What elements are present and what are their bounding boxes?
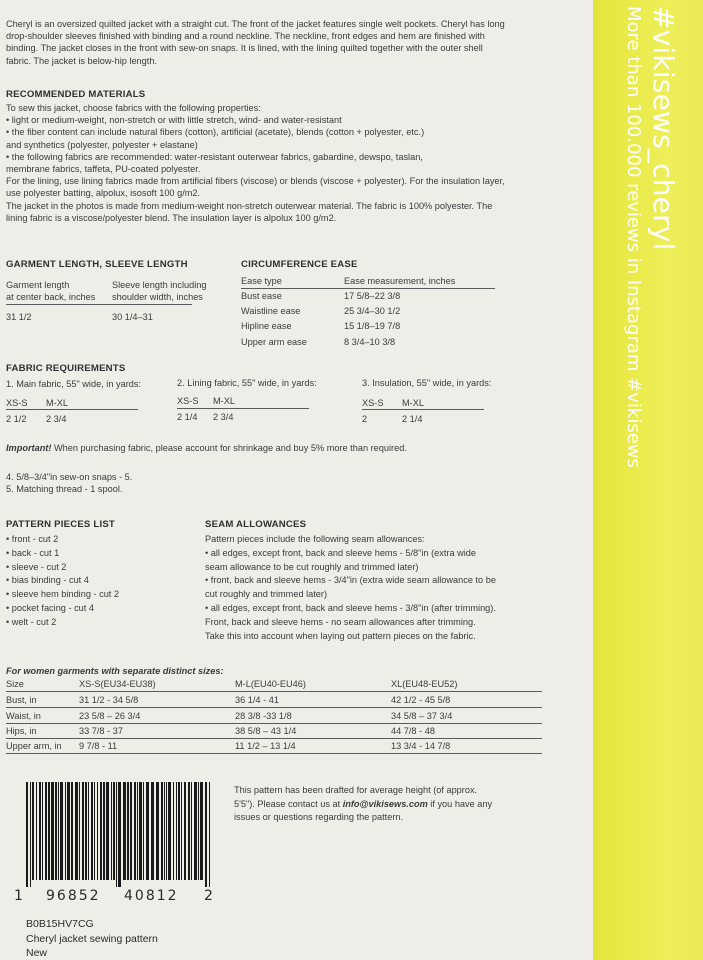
ease-row-type: Waistline ease (241, 306, 301, 316)
fabric-value: 2 1/4 (177, 412, 198, 422)
seam-allowances-heading: SEAM ALLOWANCES (205, 519, 307, 530)
size-table-cell: 34 5/8 – 37 3/4 (391, 711, 453, 721)
garment-length-col2-head (112, 279, 207, 303)
fabric-requirements-heading: FABRIC REQUIREMENTS (6, 363, 126, 374)
fabric-size: M-XL (402, 398, 424, 408)
barcode-bar (88, 782, 89, 880)
seam-line: Take this into account when laying out pattern pieces on the fabric. (205, 630, 476, 641)
garment-length-col1-head-line: at center back, inches (6, 292, 96, 303)
pattern-pieces-list (6, 533, 119, 630)
size-table-cell: 33 7/8 - 37 (79, 726, 123, 736)
fabric-size: XS-S (6, 398, 28, 408)
size-table-cell: M-L(EU40-EU46) (235, 679, 306, 689)
barcode-bar (97, 782, 98, 880)
barcode-bar (166, 782, 167, 880)
seam-line: • all edges, except front, back and sleeve hems - 5/8"in (extra wide (205, 547, 477, 558)
fabric-group-rule (177, 408, 309, 409)
barcode-bar (176, 782, 177, 880)
barcode-bar (151, 782, 154, 880)
barcode-bar (130, 782, 132, 880)
seam-line: cut roughly and trimmed later) (205, 589, 328, 600)
barcode-bar (82, 782, 84, 880)
ease-row-value: 25 3/4–30 1/2 (344, 306, 401, 316)
barcode-bar (146, 782, 149, 880)
fabric-value: 2 (362, 414, 368, 424)
garment-length-col2-head-line: Sleeve length including (112, 280, 207, 290)
garment-length-rule (6, 304, 192, 305)
listing-code: B0B15HV7CG (26, 918, 94, 930)
size-table-label: Hips, in (6, 726, 37, 736)
fabric-value: 2 1/4 (402, 414, 423, 424)
circumference-ease-heading: CIRCUMFERENCE EASE (241, 259, 358, 270)
pattern-piece-item: • sleeve hem binding - cut 2 (6, 589, 120, 600)
fabric-size: XS-S (177, 396, 199, 406)
ease-row-type: Upper arm ease (241, 337, 307, 347)
height-note (234, 784, 496, 825)
size-table-cell: 9 7/8 - 11 (79, 741, 118, 751)
barcode-bar (156, 782, 159, 880)
garment-length-col2-head-line: shoulder width, inches (112, 292, 203, 303)
ease-head-rule (241, 288, 495, 289)
size-table-cell: 38 5/8 – 43 1/4 (235, 726, 297, 736)
barcode-bar (127, 782, 129, 880)
barcode-bar (164, 782, 165, 880)
side-hashtag-line2: More than 100.000 reviews in Instagram #vikisews (623, 6, 644, 468)
size-table-cell: XS-S(EU34-EU38) (79, 679, 156, 689)
barcode (26, 782, 212, 887)
size-table-label: Waist, in (6, 711, 41, 721)
important-note (6, 443, 407, 453)
listing-title: Cheryl jacket sewing pattern (26, 933, 158, 945)
ease-row-value: 15 1/8–19 7/8 (344, 321, 401, 331)
size-table-cell: 28 3/8 -33 1/8 (235, 711, 292, 721)
barcode-bar (100, 782, 102, 880)
fabric-size: M-XL (213, 396, 235, 406)
barcode-bar (181, 782, 182, 880)
fabric-group-rule (362, 409, 484, 410)
ease-row-value: 17 5/8–22 3/8 (344, 291, 401, 301)
barcode-bar (168, 782, 171, 880)
barcode-bar (118, 782, 121, 887)
notion-item: 4. 5/8–3/4"in sew-on snaps - 5. (6, 472, 133, 482)
barcode-bar (26, 782, 28, 887)
size-table-cell: 23 5/8 – 26 3/4 (79, 711, 141, 721)
barcode-bar (134, 782, 136, 880)
fabric-value: 2 3/4 (46, 414, 67, 424)
barcode-bar (103, 782, 105, 880)
side-hashtag-line1: #vikisews_cheryl (647, 6, 680, 251)
intro-line: fabric. The jacket is below-hip length. (6, 55, 157, 66)
size-table-rule (6, 753, 542, 754)
barcode-bar (32, 782, 34, 880)
fabric-group-title: 3. Insulation, 55" wide, in yards: (362, 378, 492, 388)
fabric-value: 2 3/4 (213, 412, 234, 422)
intro-line: drop-shoulder sleeves finished with binding and a round neckline. The neckline, front edges and hem are finished with (6, 31, 485, 42)
barcode-bar (91, 782, 93, 880)
ease-row-type: Hipline ease (241, 321, 292, 331)
barcode-bar (178, 782, 180, 880)
ease-head-type: Ease type (241, 276, 282, 286)
ease-row-value: 8 3/4–10 3/8 (344, 337, 396, 347)
fabric-group-title: 1. Main fabric, 55" wide, in yards: (6, 379, 142, 389)
materials-line: and synthetics (polyester, polyester + elastane) (6, 139, 198, 150)
size-table-label: Size (6, 679, 24, 689)
pattern-piece-item: • sleeve - cut 2 (6, 561, 67, 572)
pattern-piece-item: • welt - cut 2 (6, 616, 57, 627)
height-note-text: 5'5"). Please contact us at (234, 798, 343, 809)
barcode-digit-lead: 1 (14, 888, 23, 904)
ease-head-measure: Ease measurement, inches (344, 276, 456, 286)
barcode-bar (45, 782, 47, 880)
barcode-bar (30, 782, 31, 887)
barcode-bar (198, 782, 199, 880)
seam-line: seam allowance to be cut roughly and trimmed later) (205, 561, 419, 572)
barcode-bar (55, 782, 57, 880)
barcode-bar (123, 782, 126, 880)
barcode-bar (143, 782, 144, 880)
barcode-bar (137, 782, 138, 880)
important-label: Important! (6, 443, 52, 453)
barcode-digit-check: 2 (204, 888, 213, 904)
barcode-bar (111, 782, 112, 880)
barcode-bar (58, 782, 59, 880)
pattern-piece-item: • pocket facing - cut 4 (6, 602, 94, 613)
barcode-bar (106, 782, 109, 880)
barcode-bar (42, 782, 43, 880)
intro-line: Cheryl is an oversized quilted jacket with a straight cut. The front of the jacket features single welt pockets. Cheryl has long (6, 19, 505, 29)
listing-condition: New (26, 947, 48, 959)
height-note-line (234, 798, 496, 812)
size-table-cell: 36 1/4 - 41 (235, 695, 279, 705)
size-table-rule (6, 707, 542, 708)
barcode-bar (79, 782, 80, 880)
barcode-bar (85, 782, 87, 880)
materials-line: use polyester batting, alpolux, isosoft 100 g/m2. (6, 188, 201, 199)
ease-row-type: Bust ease (241, 291, 282, 301)
size-table-label: Upper arm, in (6, 741, 62, 751)
barcode-bar (67, 782, 70, 880)
garment-length-heading: GARMENT LENGTH, SLEEVE LENGTH (6, 259, 188, 270)
fabric-value: 2 1/2 (6, 414, 27, 424)
size-table-cell: 42 1/2 - 45 5/8 (391, 695, 451, 705)
barcode-bar (94, 782, 95, 880)
barcode-bar (65, 782, 66, 880)
height-note-line: This pattern has been drafted for average height (of approx. (234, 785, 478, 795)
materials-text (6, 102, 591, 224)
barcode-bar (75, 782, 78, 880)
notion-item: 5. Matching thread - 1 spool. (6, 484, 123, 495)
seam-line: Pattern pieces include the following seam allowances: (205, 534, 425, 544)
size-table-rule (6, 738, 542, 739)
intro-paragraph (6, 18, 591, 67)
garment-length-col1-head-line: Garment length (6, 280, 70, 290)
size-table-heading: For women garments with separate distinct sizes: (6, 666, 224, 676)
barcode-bar (191, 782, 192, 880)
barcode-bar (188, 782, 190, 880)
barcode-bar (205, 782, 207, 887)
size-table-cell: 11 1/2 – 13 1/4 (235, 741, 296, 751)
materials-line: To sew this jacket, choose fabrics with the following properties: (6, 103, 261, 113)
size-table-cell: 44 7/8 - 48 (391, 726, 435, 736)
barcode-bar (116, 782, 117, 887)
size-table-label: Bust, in (6, 695, 37, 705)
barcode-bar (48, 782, 50, 880)
materials-line: • the following fabrics are recommended: water-resistant outerwear fabrics, gabardine, dewspo, taslan, (6, 151, 423, 162)
seam-line: • all edges, except front, back and sleeve hems - 3/8"in (after trimming). (205, 602, 496, 613)
seam-line: Front, back and sleeve hems - no seam allowances after trimming. (205, 616, 476, 627)
barcode-bar (209, 782, 210, 887)
notions-list (6, 471, 132, 495)
height-note-line: issues or questions regarding the pattern. (234, 812, 404, 822)
materials-heading: RECOMMENDED MATERIALS (6, 89, 146, 100)
fabric-group-rule (6, 409, 138, 410)
barcode-bar (39, 782, 41, 880)
height-note-text: if you have any (427, 798, 493, 809)
pattern-pieces-heading: PATTERN PIECES LIST (6, 519, 115, 530)
size-table-cell: 31 1/2 - 34 5/8 (79, 695, 139, 705)
side-hashtag (620, 6, 678, 468)
garment-length-col1-head (6, 279, 95, 303)
intro-line: binding. The jacket closes in the front with sew-on snaps. It is lined, with the lining quilted together with the outer shell (6, 43, 483, 54)
barcode-bar (113, 782, 115, 880)
barcode-bar (173, 782, 174, 880)
materials-line: membrane fabrics, taffeta, PU-coated polyester. (6, 164, 201, 175)
pattern-piece-item: • back - cut 1 (6, 547, 60, 558)
materials-line: lining fabric is a viscose/polyester blend. The insulation layer is alpolux 100 g/m2. (6, 212, 337, 223)
garment-length-value: 31 1/2 (6, 312, 32, 322)
materials-line: For the lining, use lining fabrics made from artificial fibers (viscose) or blends (viscose + polyester). For the insulation layer, (6, 176, 505, 187)
barcode-digits-right: 40812 (124, 888, 179, 904)
fabric-size: XS-S (362, 398, 384, 408)
barcode-bar (194, 782, 197, 880)
barcode-bar (71, 782, 73, 880)
size-table-cell: XL(EU48-EU52) (391, 679, 458, 689)
seam-allowances-text (205, 533, 496, 643)
barcode-bar (139, 782, 142, 880)
barcode-bar (200, 782, 203, 880)
size-table-cell: 13 3/4 - 14 7/8 (391, 741, 451, 751)
materials-line: • the fiber content can include natural fibers (cotton), artificial (acetate), blends (cotton + polyester, etc.) (6, 127, 425, 138)
important-text: When purchasing fabric, please account for shrinkage and buy 5% more than required. (51, 443, 407, 453)
materials-line: The jacket in the photos is made from medium-weight non-stretch outerwear material. The fabric is 100% polyester. The (6, 200, 493, 211)
sleeve-length-value: 30 1/4–31 (112, 312, 153, 322)
fabric-group-title: 2. Lining fabric, 55" wide, in yards: (177, 378, 317, 388)
barcode-bar (161, 782, 163, 880)
size-table-rule (6, 723, 542, 724)
barcode-bar (184, 782, 186, 880)
materials-line: • light or medium-weight, non-stretch or with little stretch, wind- and water-resistant (6, 115, 342, 126)
pattern-piece-item: • front - cut 2 (6, 534, 59, 544)
barcode-bar (60, 782, 63, 880)
size-table-rule (6, 691, 542, 692)
barcode-digits-left: 96852 (46, 888, 101, 904)
barcode-bar (51, 782, 54, 880)
contact-email: info@vikisews.com (342, 798, 428, 809)
seam-line: • front, back and sleeve hems - 3/4"in (extra wide seam allowance to be (205, 575, 496, 586)
pattern-piece-item: • bias binding - cut 4 (6, 575, 89, 586)
fabric-size: M-XL (46, 398, 68, 408)
barcode-bar (36, 782, 37, 880)
